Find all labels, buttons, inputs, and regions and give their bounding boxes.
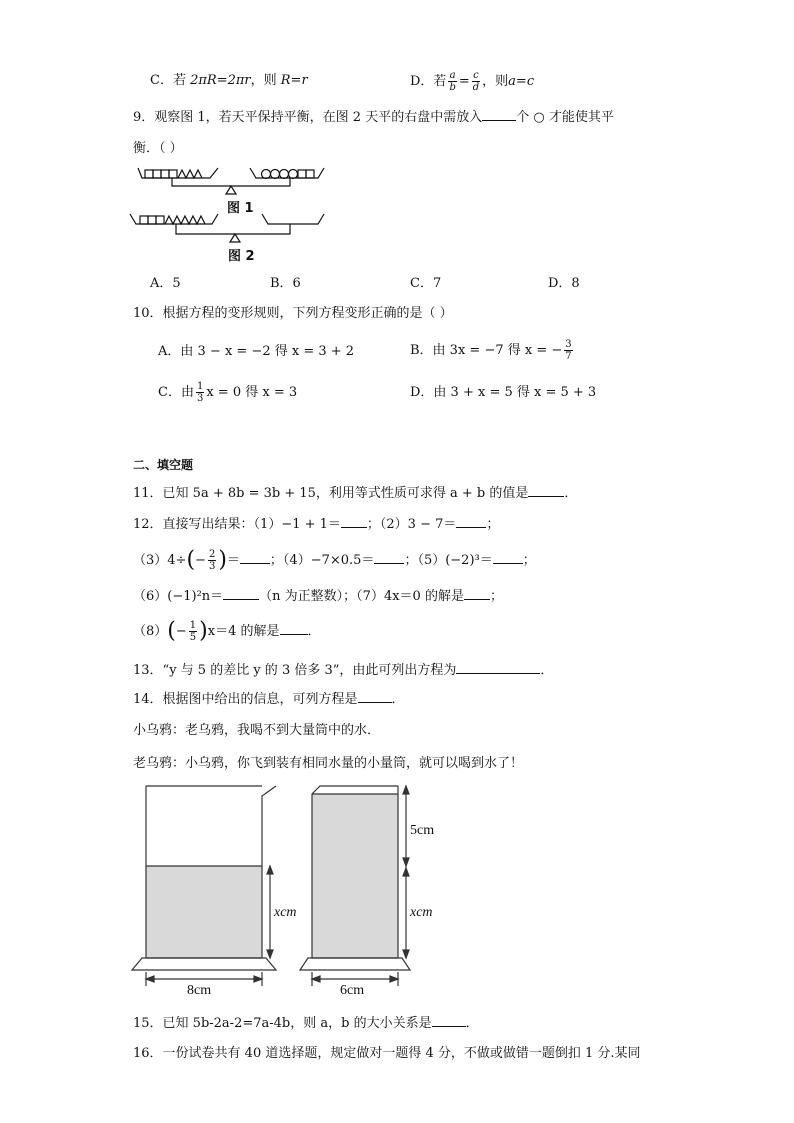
q8-d-f1-num: a — [449, 70, 456, 81]
q12-l4-num: 1 — [189, 620, 197, 631]
q8-d-mid: ，则 — [482, 74, 509, 89]
q12-l2-den: 3 — [208, 561, 216, 572]
q14-end: ． — [391, 692, 405, 707]
q8-d-equals: = — [458, 74, 470, 89]
q9-text-line2: 衡．（ ） — [133, 141, 183, 156]
q9-option-a[interactable]: A．5 — [150, 276, 181, 291]
q12-l3b: （n 为正整数）；（7）4x＝0 的解是 — [259, 589, 464, 604]
q8-d-result: a=c — [508, 74, 535, 89]
q14-dialog-1: 小乌鸦：老乌鸦，我喝不到大量筒中的水． — [133, 723, 381, 738]
q12-l3c: ； — [489, 589, 503, 604]
q13-body: 13．“y 与 5 的差比 y 的 3 倍多 3”，由此可列出方程为 — [133, 663, 457, 678]
q9-text-b: 个 ○ 才能使其平 — [516, 110, 614, 125]
q8-d-f1-den: b — [449, 82, 456, 93]
q10-c-num: 1 — [196, 381, 204, 392]
q12-l2b: ＝ — [226, 553, 240, 568]
q12-l4c: ． — [307, 624, 321, 639]
q9-text-a: 9．观察图 1，若天平保持平衡，在图 2 天平的右盘中需放入 — [133, 110, 483, 125]
q13-end: ． — [540, 663, 554, 678]
fig1-label: 图 1 — [227, 201, 254, 216]
left-width-label: 8cm — [187, 983, 212, 998]
q8-c-result: R=r — [280, 73, 308, 88]
q12-l4b: x＝4 的解是 — [207, 624, 280, 639]
q10-option-a[interactable]: A．由 3 − x = −2 得 x = 3 + 2 — [158, 344, 355, 359]
q12-l2a: （3）4÷ — [133, 553, 187, 568]
q8-c-mid: ，则 — [250, 73, 281, 88]
q10-c-prefix: C．由 — [158, 385, 194, 400]
q10-b-num: 3 — [565, 339, 572, 350]
q12-l2d: ；（5）(−2)³＝ — [404, 553, 493, 568]
q15-end: ． — [465, 1016, 479, 1031]
q9-option-c[interactable]: C．7 — [410, 276, 442, 291]
q8-d-prefix: D．若 — [410, 74, 447, 89]
q16-text: 16．一份试卷共有 40 道选择题，规定做对一题得 4 分，不做或做错一题倒扣 1 分.某同 — [133, 1046, 641, 1061]
q15-blank[interactable] — [432, 1014, 466, 1027]
right-height-text: xcm — [410, 905, 433, 920]
q12-line4: （8）(− $\frac{1}{5}$ )x＝4 的解是 ． — [133, 618, 321, 644]
q10-text: 10．根据方程的变形规则，下列方程变形正确的是（ ） — [133, 306, 453, 321]
q9-option-b[interactable]: B．6 — [270, 276, 301, 291]
fig2-label: 图 2 — [228, 249, 255, 264]
q8-c-equation: 2πR=2πr — [190, 73, 251, 88]
q12-l3a: （6）(−1)²n＝ — [133, 589, 224, 604]
q12-l4a: （8） — [133, 624, 168, 639]
q12-l2e: ； — [522, 553, 536, 568]
q10-c-den: 3 — [196, 393, 204, 404]
q10-b-prefix: B．由 3x = −7 得 x = − — [410, 343, 563, 358]
q12-line2: （3）4÷(− $\frac{2}{3}$ )＝ ；（4）−7×0.5＝ ；（5）(−2)³＝ ； — [133, 547, 536, 573]
q12-l1b: ；（2）3 − 7＝ — [366, 517, 457, 532]
section-title: 二、填空题 — [133, 458, 194, 472]
q12-l1a: 12．直接写出结果：（1）−1 + 1＝ — [133, 517, 341, 532]
q12-l2c: ；（4）−7×0.5＝ — [269, 553, 375, 568]
q10-option-d[interactable]: D．由 3 + x = 5 得 x = 5 + 3 — [410, 385, 597, 400]
right-width-label: 6cm — [340, 983, 365, 998]
q12-l2-minus: − — [195, 553, 206, 568]
q8-d-f2-num: c — [473, 70, 479, 81]
q10-b-den: 7 — [565, 351, 572, 362]
right-top-label: 5cm — [410, 823, 435, 838]
q15-text — [133, 1014, 479, 1033]
q10-c-suffix: x = 0 得 x = 3 — [206, 385, 298, 400]
q12-l1c: ； — [486, 517, 500, 532]
q15-body: 15．已知 5b-2a-2=7a-4b，则 a，b 的大小关系是 — [133, 1016, 432, 1031]
q8-c-prefix: C．若 — [150, 73, 191, 88]
q14-dialog-2: 老乌鸦：小乌鸦，你飞到装有相同水量的小量筒，就可以喝到水了！ — [133, 756, 524, 771]
q11-body: 11．已知 5a + 8b = 3b + 15，利用等式性质可求得 a + b 的值是 — [133, 486, 529, 501]
q12-l4-minus: − — [175, 624, 187, 639]
q12-l2-num: 2 — [208, 549, 216, 560]
q12-l4-den: 5 — [189, 632, 197, 643]
right-height-label — [410, 904, 433, 922]
left-height-label — [274, 904, 297, 922]
q8-d-f2-den: d — [472, 82, 480, 93]
q14-body: 14．根据图中给出的信息，可列方程是 — [133, 692, 358, 707]
q11-end: ． — [564, 486, 578, 501]
left-height-text: xcm — [274, 905, 297, 920]
q9-option-d[interactable]: D．8 — [548, 276, 580, 291]
